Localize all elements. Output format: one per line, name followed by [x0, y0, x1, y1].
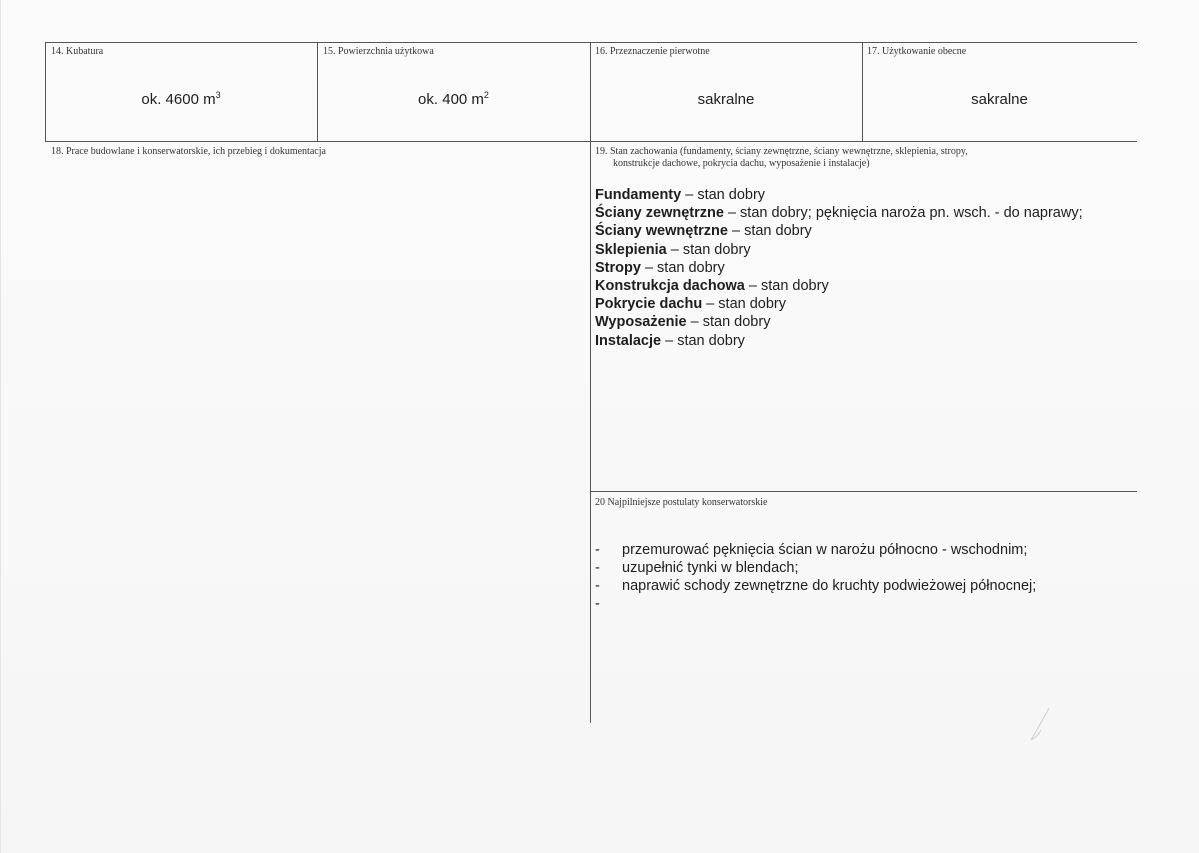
- state-item-term: Ściany wewnętrzne: [595, 223, 728, 240]
- state-item-desc: – stan dobry: [661, 332, 745, 349]
- state-item-desc: – stan dobry: [666, 241, 751, 258]
- stan-zachowania-list: [595, 186, 1155, 350]
- state-item: [595, 313, 1155, 331]
- kubatura-value-text: ok. 4600 m: [141, 91, 216, 108]
- postulat-dash: -: [595, 578, 600, 594]
- powierzchnia-unit-exponent: 2: [483, 90, 489, 100]
- postulat-dash: -: [595, 542, 600, 558]
- postulat-dash: -: [595, 560, 600, 576]
- stan-zachowania-label-line2: konstrukcje dachowe, pokrycia dachu, wyposażenie i instalacje): [613, 158, 870, 169]
- state-item: [595, 295, 1155, 313]
- kubatura-label: 14. Kubatura: [51, 46, 104, 57]
- postulat-item: [595, 541, 1155, 559]
- postulaty-list: [595, 541, 1155, 613]
- state-item: [595, 204, 1155, 222]
- state-item-desc: – stan dobry: [681, 187, 766, 203]
- state-item-term: Konstrukcja dachowa: [595, 278, 745, 295]
- uzytkowanie-value: sakralne: [971, 91, 1028, 108]
- state-item: [595, 222, 1155, 240]
- state-item: [595, 186, 1155, 204]
- powierzchnia-value: [317, 91, 590, 108]
- postulat-item: [595, 595, 1155, 613]
- kubatura-value: [45, 91, 317, 108]
- state-item-term: Sklepienia: [595, 241, 667, 258]
- state-item: [595, 277, 1155, 295]
- state-item-term: Stropy: [595, 259, 641, 276]
- state-item-term: Wyposażenie: [595, 314, 687, 331]
- state-item-desc: – stan dobry: [744, 278, 829, 295]
- state-item-term: Fundamenty: [595, 187, 682, 203]
- postulat-item: [595, 559, 1155, 577]
- kubatura-unit-exponent: 3: [215, 90, 221, 100]
- state-item: [595, 241, 1155, 259]
- pencil-mark-icon: [1025, 706, 1055, 746]
- stan-zachowania-label-line1: 19. Stan zachowania (fundamenty, ściany zewnętrzne, ściany wewnętrzne, sklepienia, stropy,: [595, 146, 968, 157]
- postulat-text: naprawić schody zewnętrzne do kruchty podwieżowej północnej;: [622, 578, 1037, 594]
- row1-bottom-border: [45, 141, 1137, 142]
- przeznaczenie-value: sakralne: [697, 91, 755, 108]
- state-item-term: Ściany zewnętrzne: [595, 205, 724, 222]
- state-item: [595, 259, 1155, 277]
- postulat-dash: -: [595, 596, 600, 612]
- przeznaczenie-label: 16. Przeznaczenie pierwotne: [595, 46, 710, 57]
- prace-budowlane-label: 18. Prace budowlane i konserwatorskie, ich przebieg i dokumentacja: [51, 146, 326, 157]
- section20-top-border: [591, 491, 1137, 492]
- powierzchnia-label: 15. Powierzchnia użytkowa: [323, 46, 434, 57]
- state-item-desc: – stan dobry: [727, 223, 812, 240]
- row1-top-border: [45, 42, 1137, 43]
- state-item-desc: – stan dobry: [640, 259, 725, 276]
- state-item-term: Instalacje: [595, 332, 662, 349]
- state-item-desc: – stan dobry: [686, 314, 771, 331]
- postulat-text: uzupełnić tynki w blendach;: [622, 560, 799, 576]
- postulaty-label: 20 Najpilniejsze postulaty konserwatorskie: [595, 497, 768, 508]
- divider-15-16: [590, 42, 591, 723]
- state-item: [595, 332, 1155, 350]
- state-item-desc: – stan dobry; pęknięcia naroża pn. wsch. - do naprawy;: [723, 205, 1083, 222]
- uzytkowanie-label: 17. Użytkowanie obecne: [867, 46, 967, 57]
- state-item-desc: – stan dobry: [702, 296, 787, 313]
- state-item-term: Pokrycie dachu: [595, 296, 703, 313]
- postulat-text: przemurować pęknięcia ścian w narożu północno - wschodnim;: [622, 542, 1028, 558]
- postulat-item: [595, 577, 1155, 595]
- powierzchnia-value-text: ok. 400 m: [418, 91, 484, 108]
